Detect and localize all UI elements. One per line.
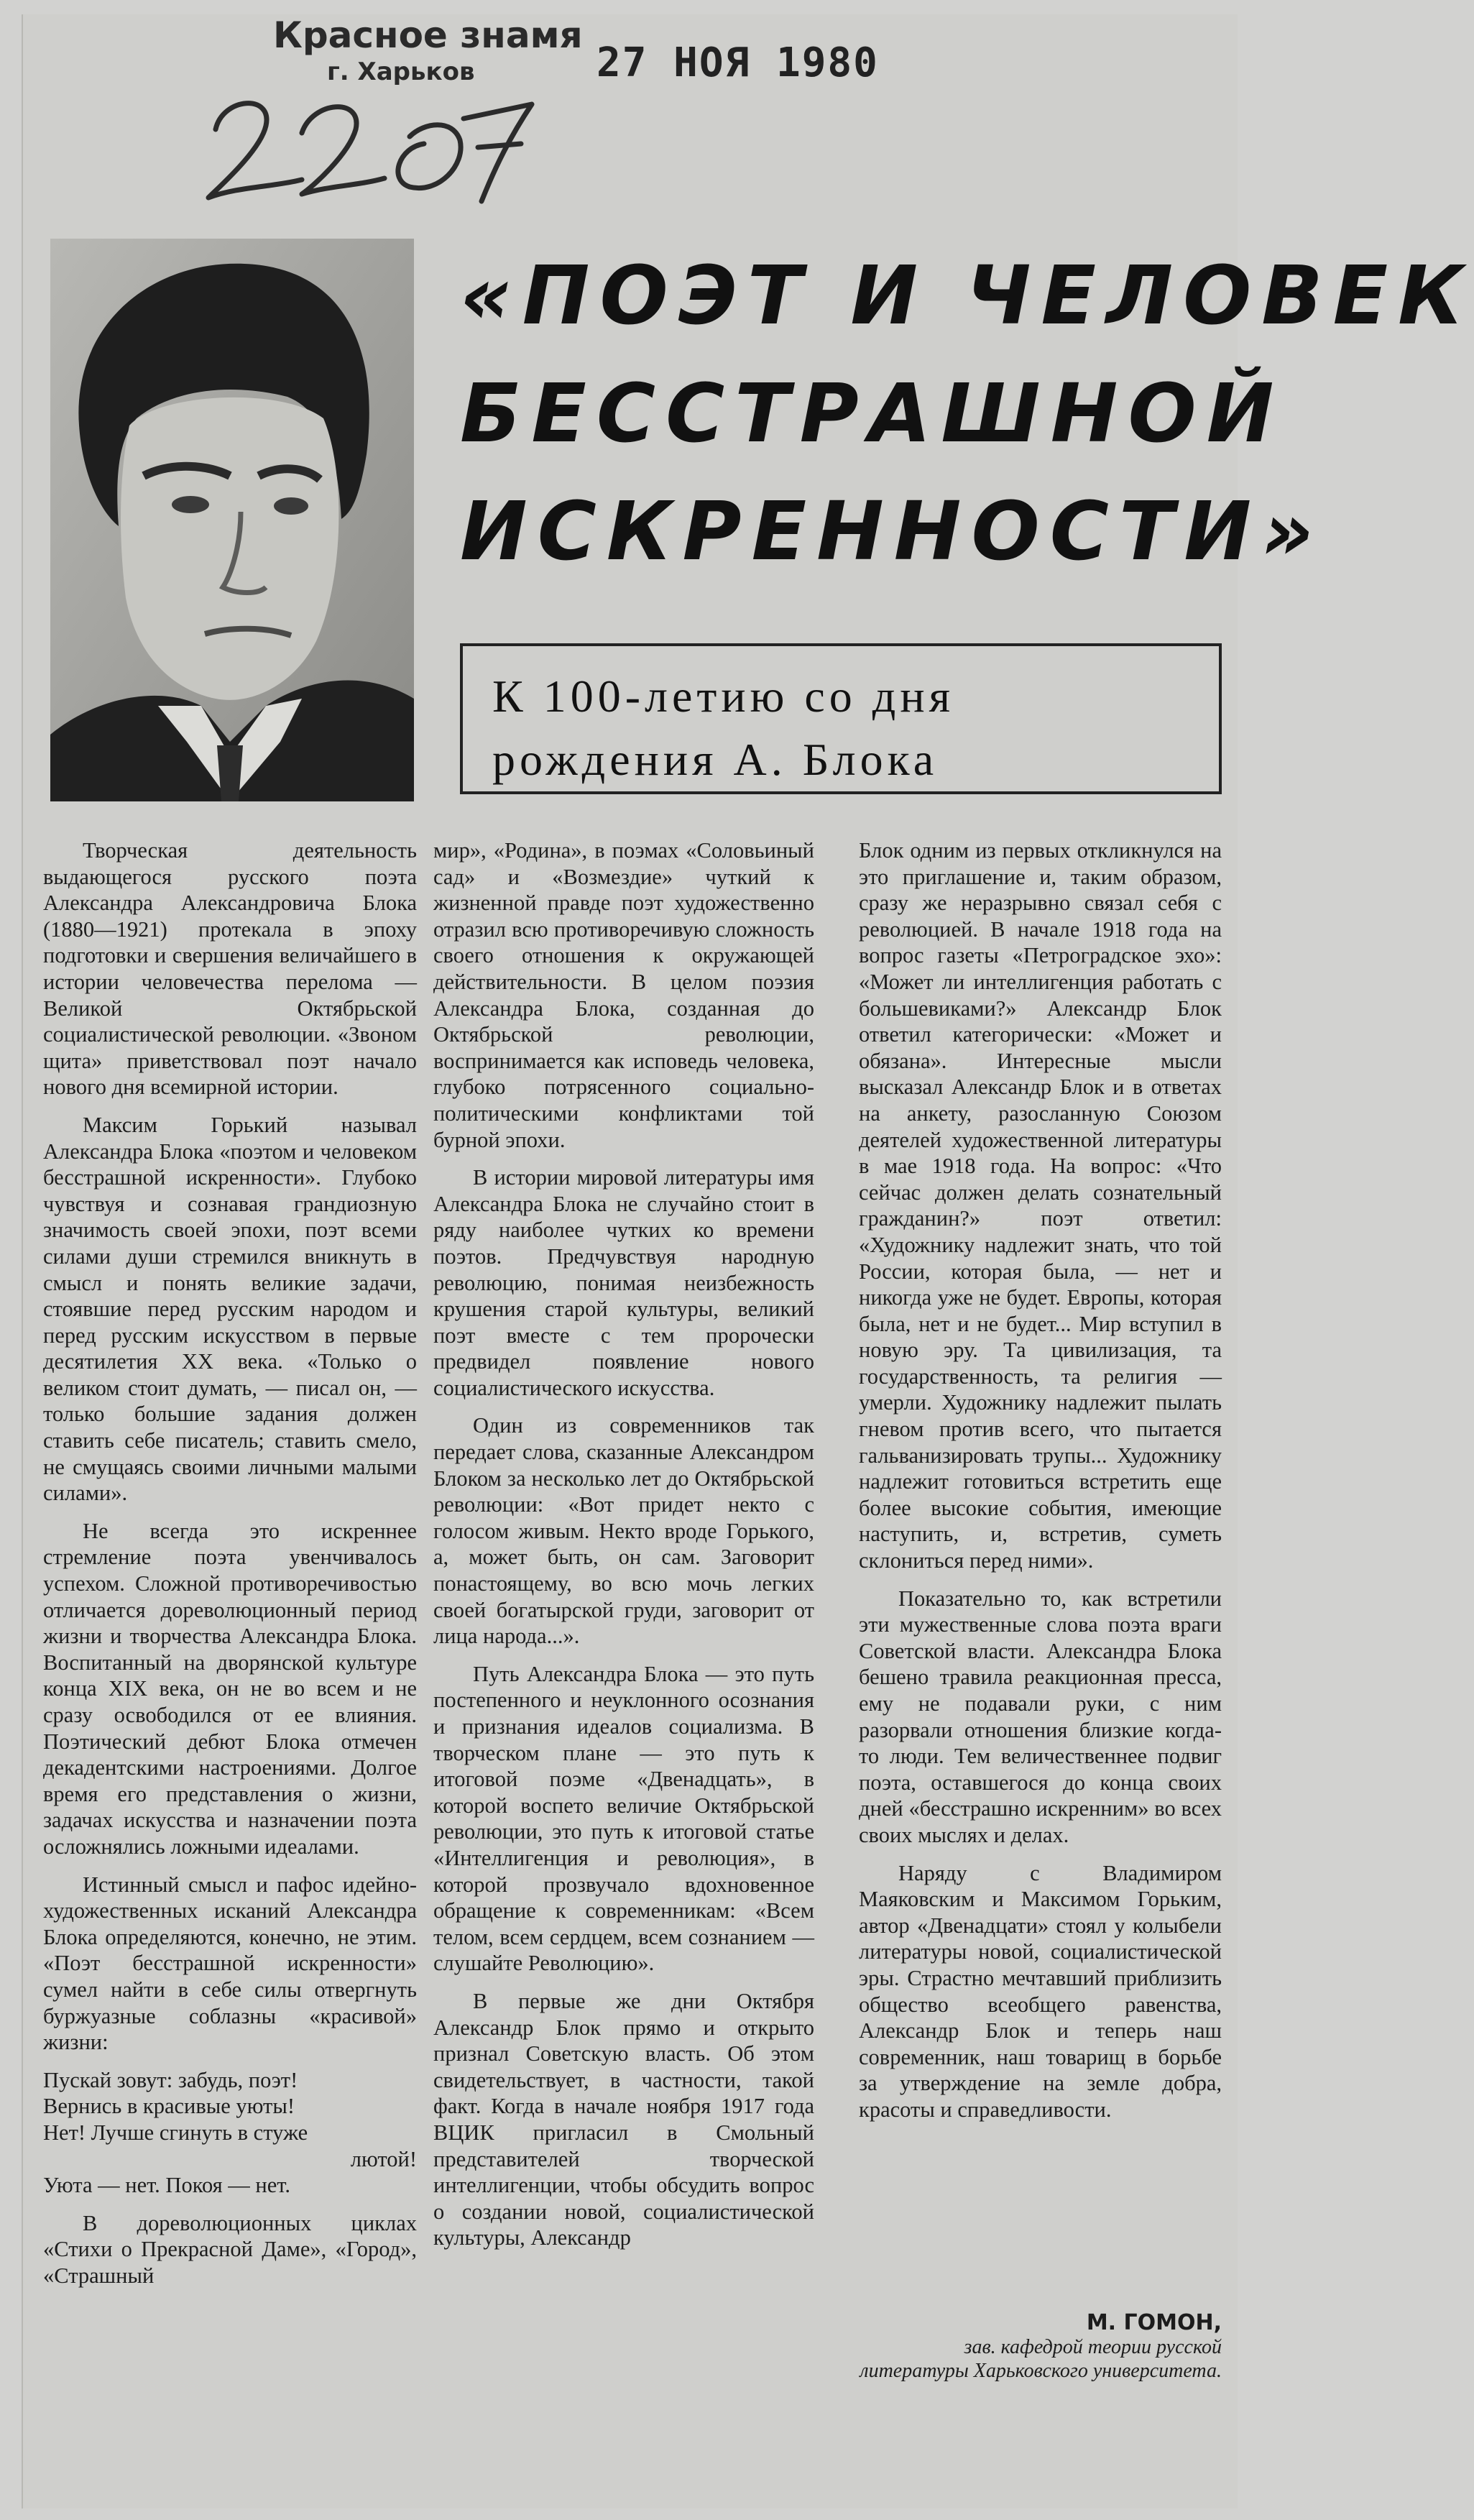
paragraph: Истинный смысл и пафос идейно-художественных исканий Александра Блока определяются, конечно, не этим. «Поэт бесстрашной искренности» сумел найти в себе силы отвергнуть буржуазные соблазны «красивой» жизни:: [43, 1872, 417, 2055]
poem-line: Уюта — нет. Покоя — нет.: [43, 2173, 290, 2198]
subtitle-line: К 100-летию со дня: [492, 671, 955, 722]
article-column-1: [43, 837, 417, 2300]
paragraph: Показательно то, как встретили эти мужественные слова поэта враги Советской власти. Александра Блока бешено травила реакционная пресса, ему не подавали руки, с ним разорвали отношения близкие когда-то люди. Тем величественнее подвиг поэта, оставшегося до конца своих дней «бесстрашно искренним» во всех своих мыслях и делах.: [859, 1586, 1222, 1847]
poem-quote: [43, 2067, 417, 2199]
poem-line: Пускай зовут: забудь, поэт!: [43, 2067, 298, 2092]
paragraph: В первые же дни Октября Александр Блок прямо и открыто признал Советскую власть. Об этом свидетельствует, в частности, такой факт. Когда в начале ноября 1917 года ВЦИК пригласил в Смольный представителей творческой интеллигенции, чтобы обсудить вопрос о создании новой, социалистической культуры, Александр: [433, 1988, 814, 2250]
author-signature: [859, 2310, 1222, 2383]
paragraph: Путь Александра Блока — это путь постепенного и неуклонного осознания и признания идеалов социализма. В творческом плане — это путь к итоговой поэме «Двенадцать», в которой воспето величие Октябрьской революции, это путь к итоговой статье «Интеллигенция и революция», в которой прозвучало вдохновенное обращение к современникам: «Всем телом, всем сердцем, всем сознанием — слушайте Революцию».: [433, 1661, 814, 1976]
article-subtitle: [492, 665, 1218, 791]
author-title: зав. кафедрой теории русской литературы Харьковского университета.: [860, 2336, 1222, 2382]
poem-line: Вернись в красивые уюты!: [43, 2094, 295, 2119]
poem-line: Нет! Лучше сгинуть в стуже: [43, 2120, 308, 2145]
paragraph: Блок одним из первых откликнулся на это приглашение и, таким образом, сразу же неразрывно связал себя с революцией. В начале 1918 года на вопрос газеты «Петроградское эхо»: «Может ли интеллигенция работать с большевиками?» Александр Блок ответил категорически: «Может и обязана». Интересные мысли высказал Александр Блок и в ответах на анкету, разосланную Союзом деятелей художественной литературы в мае 1918 года. На вопрос: «Что сейчас должен делать сознательный гражданин?» поэт ответил: «Художнику надлежит знать, что той России, которая была, — нет и никогда уже не будет. Европы, которая была, нет и не будет... Мир вступил в новую эру. Та цивилизация, та государственность, та религия — умерли. Художнику надлежит пылать гневом против всего, что пытается гальванизировать трупы... Художнику надлежит готовиться встретить еще более высокие события, имеющие наступить, и, встретив, суметь склониться перед ними».: [859, 838, 1222, 1573]
poem-line: лютой!: [350, 2146, 417, 2171]
headline-line: БЕССТРАШНОЙ: [460, 367, 1284, 461]
date-stamp: 27 НОЯ 1980: [596, 40, 879, 86]
headline-line: «ПОЭТ И ЧЕЛОВЕК: [460, 249, 1474, 343]
article-column-3: [859, 837, 1222, 2135]
headline-line: ИСКРЕННОСТИ»: [460, 485, 1324, 579]
article-headline: [460, 237, 1474, 591]
newspaper-name: Красное знамя: [273, 14, 583, 56]
author-name: М. ГОМОН,: [1086, 2310, 1222, 2335]
article-column-2: [433, 837, 814, 2263]
paragraph: Наряду с Владимиром Маяковским и Максимом Горьким, автор «Двенадцати» стоял у колыбели литературы новой, социалистической эры. Страстно мечтавший приблизить общество всеобщего равенства, Александр Блок и теперь наш современник, наш товарищ в борьбе за утверждение на земле добра, красоты и справедливости.: [859, 1860, 1222, 2122]
paragraph: В истории мировой литературы имя Александра Блока не случайно стоит в ряду наиболее чутких ко времени поэтов. Предчувствуя народную революцию, понимая неизбежность крушения старой культуры, великий поэт вместе с тем пророчески предвидел появление нового социалистического искусства.: [433, 1165, 814, 1400]
paragraph: мир», «Родина», в поэмах «Соловьиный сад» и «Возмездие» чуткий к жизненной правде поэт художественно отразил всю противоречивую сложность своего отношения к окружающей действительности. В целом поэзия Александра Блока, созданная до Октябрьской революции, воспринимается как исповедь человека, глубоко потрясенного социально-политическими конфликтами той бурной эпохи.: [433, 838, 814, 1152]
newspaper-city: г. Харьков: [327, 58, 475, 86]
subtitle-line: рождения А. Блока: [492, 734, 939, 785]
portrait-photo: [50, 239, 414, 801]
paragraph: В дореволюционных циклах «Стихи о Прекрасной Даме», «Город», «Страшный: [43, 2210, 417, 2288]
paragraph: Один из современников так передает слова, сказанные Александром Блоком за несколько лет до Октябрьской революции: «Вот придет некто с голосом живым. Некто вроде Горького, а, может быть, он сам. Заговорит понастоящему, во всю мочь легких своей богатырской груди, заговорит от лица народа...».: [433, 1413, 814, 1649]
paragraph: Не всегда это искреннее стремление поэта увенчивалось успехом. Сложной противоречивостью отличается дореволюционный период жизни и творчества Александра Блока. Воспитанный на дворянской культуре конца XIX века, он не во всем и не сразу освободился от ее влияния. Поэтический дебют Блока отмечен декадентскими настроениями. Долгое время его представления о жизни, задачах искусства и назначении поэта осложнялись ложными идеалами.: [43, 1518, 417, 1859]
handwritten-archive-number: [194, 79, 539, 208]
paragraph: Творческая деятельность выдающегося русского поэта Александра Александровича Блока (1880—1921) протекала в эпоху подготовки и свершения величайшего в истории человечества перелома — Великой Октябрьской социалистической революции. «Звоном щита» приветствовал поэт начало нового дня всемирной истории.: [43, 838, 417, 1100]
paragraph: Максим Горький называл Александра Блока «поэтом и человеком бесстрашной искренности». Глубоко чувствуя и сознавая грандиозную значимость своей эпохи, поэт всеми силами души стремился вникнуть в смысл и понять великие задачи, стоявшие перед русским народом и перед русским искусством в первые десятилетия XX века. «Только о великом стоит думать, — писал он, — только большие задания должен ставить себе писатель; ставить смело, не смущаясь своими личными малыми силами».: [43, 1112, 417, 1506]
